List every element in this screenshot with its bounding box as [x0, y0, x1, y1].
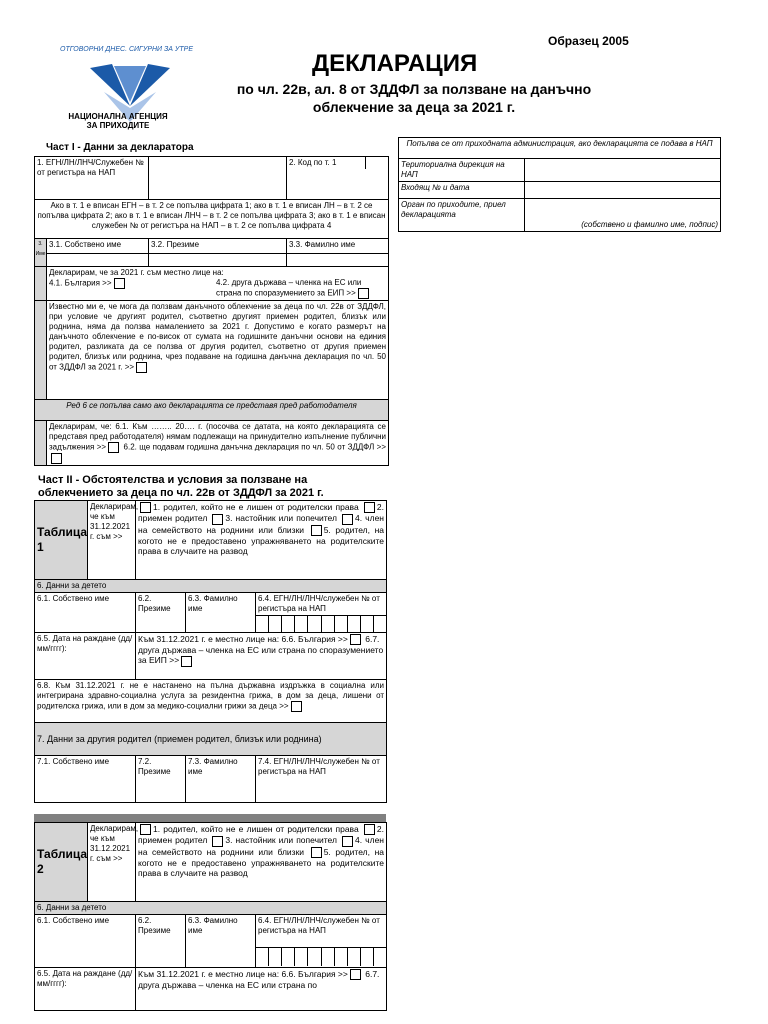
sample-label: Образец 2005 — [548, 34, 629, 48]
admin-field-directorate[interactable] — [525, 159, 721, 182]
admin-row-incoming: Входящ № и дата — [399, 182, 525, 199]
t2-child-first-name[interactable]: 6.1. Собствено име — [35, 915, 136, 968]
admin-row-officer: Орган по приходите, приел декларацията — [399, 199, 525, 232]
t2-checkbox-1[interactable] — [140, 824, 151, 835]
t2-child-egn-field[interactable] — [256, 947, 386, 966]
nra-logo — [40, 42, 200, 134]
opt-bulgaria: 4.1. България >> — [49, 278, 112, 288]
t1-checkbox-5[interactable] — [311, 525, 322, 536]
page-title: ДЕКЛАРАЦИЯ — [312, 50, 478, 77]
table2-declare: Декларирам, че към 31.12.2021 г. съм >> — [88, 823, 136, 902]
part1-table — [34, 156, 389, 466]
admin-field-incoming[interactable] — [525, 182, 721, 199]
t2-child-birthdate[interactable]: 6.5. Дата на раждане (дд/мм/гггг): — [35, 968, 136, 1011]
t1-child-heading: 6. Данни за детето — [35, 580, 387, 593]
opt-other-state: 4.2. друга държава – членка на ЕС или страна по споразумението за ЕИП >> — [216, 278, 362, 298]
t1-child-egn-field[interactable] — [256, 615, 386, 632]
t1-child-middle-name[interactable]: 6.2. Презиме — [136, 593, 186, 633]
row6-note: Ред 6 се попълва само ако декларацията се представя пред работодателя — [35, 400, 389, 421]
t1-checkbox-6-8[interactable] — [291, 701, 302, 712]
checkbox-4-2[interactable] — [358, 288, 369, 299]
t1-checkbox-1[interactable] — [140, 502, 151, 513]
t1-child-care-statement: 6.8. Към 31.12.2021 г. не е настанено на пълна държавна издръжка в социална или интегрирана здравно-социална услуга за резидентна грижа, в дом за деца, лишени от родителска грижа, или в дом за медико-социални грижи за деца >> — [37, 681, 385, 711]
t2-checkbox-6-6[interactable] — [350, 969, 361, 980]
t2-child-egn-label: 6.4. ЕГН/ЛН/ЛНЧ/служебен № от регистъра на НАП — [258, 916, 380, 935]
local-declare: Декларирам, че за 2021 г. съм местно лице на: — [49, 268, 224, 277]
t1-checkbox-4[interactable] — [342, 514, 353, 525]
t1-opt-4: 4. член на семейството на роднини или близки — [138, 513, 384, 535]
subtitle-line1: по чл. 22в, ал. 8 от ЗДДФЛ за ползване на данъчно — [236, 81, 592, 97]
t1-child-last-name[interactable]: 6.3. Фамилно име — [186, 593, 256, 633]
subtitle-line2: облекчение за деца за 2021 г. — [312, 99, 516, 115]
t1-opt-3: 3. настойник или попечител — [225, 513, 337, 524]
t2-child-resident-other: 6.7. друга държава – членка на ЕС или страна по — [138, 969, 380, 991]
checkbox-5[interactable] — [136, 362, 147, 373]
middle-name-field[interactable] — [149, 254, 287, 267]
t2-opt-3: 3. настойник или попечител — [225, 835, 337, 846]
part2-heading-line2: облекчението за деца по чл. 22в от ЗДДФЛ за 2021 г. — [38, 487, 324, 499]
t1-parent-egn[interactable]: 7.4. ЕГН/ЛН/ЛНЧ/служебен № от регистъра на НАП — [256, 756, 387, 803]
middle-name-label: 3.2. Презиме — [149, 239, 287, 254]
checkbox-4-1[interactable] — [114, 278, 125, 289]
t1-child-resident-other: 6.7. друга държава – членка на ЕС или страна по споразумението за ЕИП >> — [138, 634, 384, 666]
t1-child-birthdate[interactable]: 6.5. Дата на раждане (дд/мм/гггг): — [35, 633, 136, 680]
egn-field[interactable] — [149, 157, 287, 200]
t1-child-first-name[interactable]: 6.1. Собствено име — [35, 593, 136, 633]
t2-opt-5: 5. родител, на когото не е предоставено упражняването на родителските права в случаите на развод — [138, 846, 385, 878]
t1-opt-1: 1. родител, който не е лишен от родителски права — [153, 502, 359, 512]
name-side-label: 3. Име — [35, 239, 47, 267]
t2-checkbox-4[interactable] — [342, 836, 353, 847]
t2-child-middle-name[interactable]: 6.2. Презиме — [136, 915, 186, 968]
t1-opt-5: 5. родител, на когото не е предоставено упражняването на родителските права в случаите на развод — [138, 524, 385, 556]
t1-parent-middle-name[interactable]: 7.2. Презиме — [136, 756, 186, 803]
logo-slogan: ОТГОВОРНИ ДНЕС. СИГУРНИ ЗА УТРЕ — [60, 46, 193, 53]
egn-label: 1. ЕГН/ЛН/ЛНЧ/Служебен № от регистъра на НАП — [35, 157, 149, 200]
admin-box — [398, 137, 721, 232]
child-table-2 — [34, 822, 387, 1011]
t2-checkbox-2[interactable] — [364, 824, 375, 835]
t2-child-resident-bg: Към 31.12.2021 г. е местно лице на: 6.6. България >> — [138, 969, 348, 979]
t2-opt-4: 4. член на семейството на роднини или близки — [138, 835, 384, 857]
t1-other-parent-heading: 7. Данни за другия родител (приемен родител, близък или роднина) — [35, 723, 387, 756]
code-field[interactable] — [366, 157, 388, 169]
t1-parent-last-name[interactable]: 7.3. Фамилно име — [186, 756, 256, 803]
table-separator — [34, 814, 386, 822]
logo-name-line1: НАЦИОНАЛНА АГЕНЦИЯ — [68, 112, 168, 121]
table2-label: Таблица 2 — [35, 823, 88, 902]
checkbox-6-2[interactable] — [51, 453, 62, 464]
t2-checkbox-3[interactable] — [212, 836, 223, 847]
part1-heading: Част I - Данни за декларатора — [46, 142, 194, 153]
last-name-field[interactable] — [287, 254, 389, 267]
t1-checkbox-2[interactable] — [364, 502, 375, 513]
employer-statement: Декларирам, че: 6.1. Към …….. 20…. г. (посочва се датата, на която декларацията се представя пред работодателя) нямам подлежащи на принудително изпълнение публични задължения >> — [49, 422, 386, 452]
last-name-label: 3.3. Фамилно име — [287, 239, 389, 254]
t2-checkbox-5[interactable] — [311, 847, 322, 858]
t1-checkbox-6-6[interactable] — [350, 634, 361, 645]
t1-checkbox-3[interactable] — [212, 514, 223, 525]
admin-box-title: Попълва се от приходната администрация, ако декларацията се подава в НАП — [399, 138, 721, 159]
child-table-1 — [34, 500, 387, 803]
code-label: 2. Код по т. 1 — [287, 157, 366, 169]
t1-parent-first-name[interactable]: 7.1. Собствено име — [35, 756, 136, 803]
t2-child-heading: 6. Данни за детето — [35, 902, 387, 915]
checkbox-6-1[interactable] — [108, 442, 119, 453]
admin-row-directorate: Териториална дирекция на НАП — [399, 159, 525, 182]
t1-child-egn-label: 6.4. ЕГН/ЛН/ЛНЧ/служебен № от регистъра на НАП — [258, 594, 380, 613]
t1-checkbox-6-7[interactable] — [181, 656, 192, 667]
logo-name-line2: ЗА ПРИХОДИТЕ — [86, 121, 150, 130]
first-name-field[interactable] — [47, 254, 149, 267]
admin-signature-note[interactable]: (собствено и фамилно име, подпис) — [525, 199, 721, 232]
part2-heading-line1: Част II - Обстоятелства и условия за ползване на — [38, 474, 308, 486]
first-name-label: 3.1. Собствено име — [47, 239, 149, 254]
table1-declare: Декларирам, че към 31.12.2021 г. съм >> — [88, 501, 136, 580]
relief-statement: Известно ми е, че мога да ползвам данъчното облекчение за деца по чл. 22в от ЗДДФЛ, при условие че другият родител, съответно другият приемен родител, близък или роднина, няма да ползва намалението за 2021 г. Допустимо е когато размерът на данъчното облекчение е по-висок от сумата на годишните данъчни основи на единия родител, разликата да се ползва от другия родител, съответно от другия приемен родител, близък или роднина, чрез подаване на годишна данъчна декларация по чл. 50 от ЗДДФЛ за 2021 г. >> — [49, 302, 386, 372]
code-note: Ако в т. 1 е вписан ЕГН – в т. 2 се попълва цифрата 1; ако в т. 1 е вписан ЛН – в т. 2 се попълва цифрата 2; ако в т. 1 е вписан ЛНЧ – в т. 2 се попълва цифрата 3; ако в т. 1 е вписан служебен № от регистъра на НАП – в т. 2 се попълва цифрата 4 — [35, 200, 389, 239]
table1-label: Таблица 1 — [35, 501, 88, 580]
t1-opt-2: 2. приемен родител — [138, 502, 385, 524]
t2-opt-1: 1. родител, който не е лишен от родителски права — [153, 824, 359, 834]
annual-return-statement: 6.2. ще подавам годишна данъчна декларация по чл. 50 от ЗДДФЛ >> — [123, 442, 386, 452]
t2-opt-2: 2. приемен родител — [138, 824, 385, 846]
t1-child-resident-bg: Към 31.12.2021 г. е местно лице на: 6.6. България >> — [138, 634, 348, 644]
t2-child-last-name[interactable]: 6.3. Фамилно име — [186, 915, 256, 968]
